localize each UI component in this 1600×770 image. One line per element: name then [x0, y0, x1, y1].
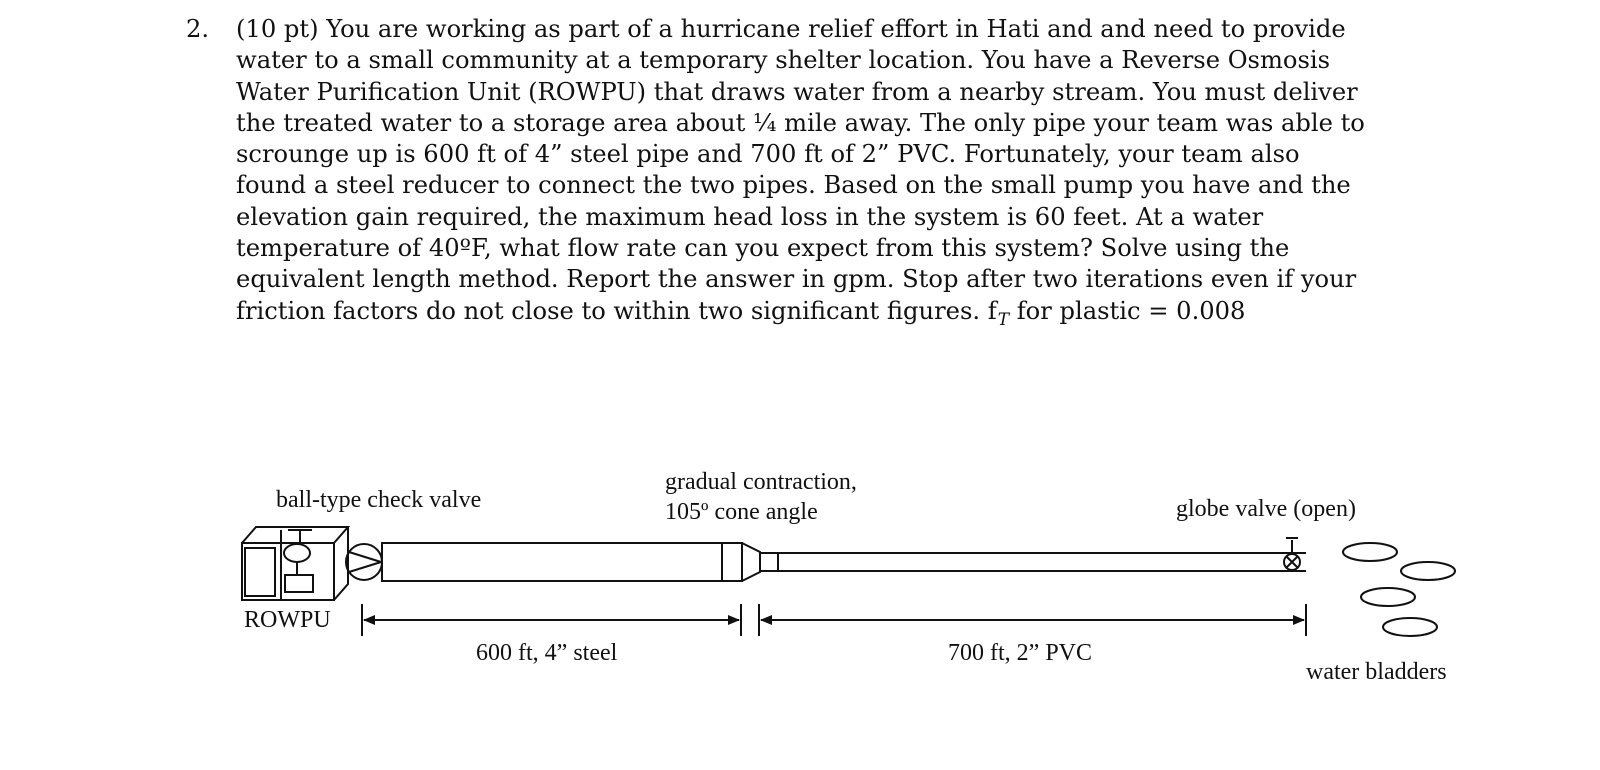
dimension-steel	[362, 604, 741, 636]
problem-line-7: elevation gain required, the maximum head loss in the system is 60 feet. At a water	[236, 202, 1264, 231]
contraction-label-line2: 105º cone angle	[665, 499, 818, 525]
pvc-pipe-label: 700 ft, 2” PVC	[948, 640, 1092, 666]
check-valve-icon	[346, 544, 382, 580]
rowpu-unit	[242, 527, 348, 600]
friction-subscript: T	[997, 308, 1010, 329]
problem-number: 2.	[186, 15, 210, 43]
pvc-pipe	[760, 553, 1306, 571]
problem-line-4: the treated water to a storage area about ¼ mile away. The only pipe your team was able to	[236, 108, 1365, 137]
water-bladders-label: water bladders	[1306, 659, 1447, 685]
problem-line-1: (10 pt) You are working as part of a hurricane relief effort in Hati and and need to provide	[236, 15, 1346, 43]
steel-pipe-label: 600 ft, 4” steel	[476, 640, 618, 666]
globe-valve-label: globe valve (open)	[1176, 496, 1356, 522]
problem-line-2: water to a small community at a temporary shelter location. You have a Reverse Osmosis	[236, 46, 1331, 75]
contraction-label-line1: gradual contraction,	[665, 469, 857, 495]
dimension-pvc	[759, 604, 1306, 636]
steel-pipe	[382, 543, 742, 581]
problem-line-5: scrounge up is 600 ft of 4” steel pipe and 700 ft of 2” PVC. Fortunately, your team also	[236, 140, 1300, 169]
problem-line-10-text: friction factors do not close to within two significant figures. f	[236, 296, 997, 325]
rowpu-label: ROWPU	[244, 607, 331, 633]
check-valve-label: ball-type check valve	[276, 487, 482, 513]
problem-line-6: found a steel reducer to connect the two pipes. Based on the small pump you have and the	[236, 171, 1351, 200]
reducer	[722, 543, 760, 581]
problem-line-10-tail: for plastic = 0.008	[1009, 296, 1246, 325]
problem-line-3: Water Purification Unit (ROWPU) that draws water from a nearby stream. You must deliver	[236, 77, 1358, 106]
problem-line-8: temperature of 40ºF, what flow rate can you expect from this system? Solve using the	[236, 234, 1290, 263]
water-bladders-icon	[1343, 543, 1455, 636]
problem-line-9: equivalent length method. Report the answer in gpm. Stop after two iterations even if your	[236, 265, 1357, 294]
